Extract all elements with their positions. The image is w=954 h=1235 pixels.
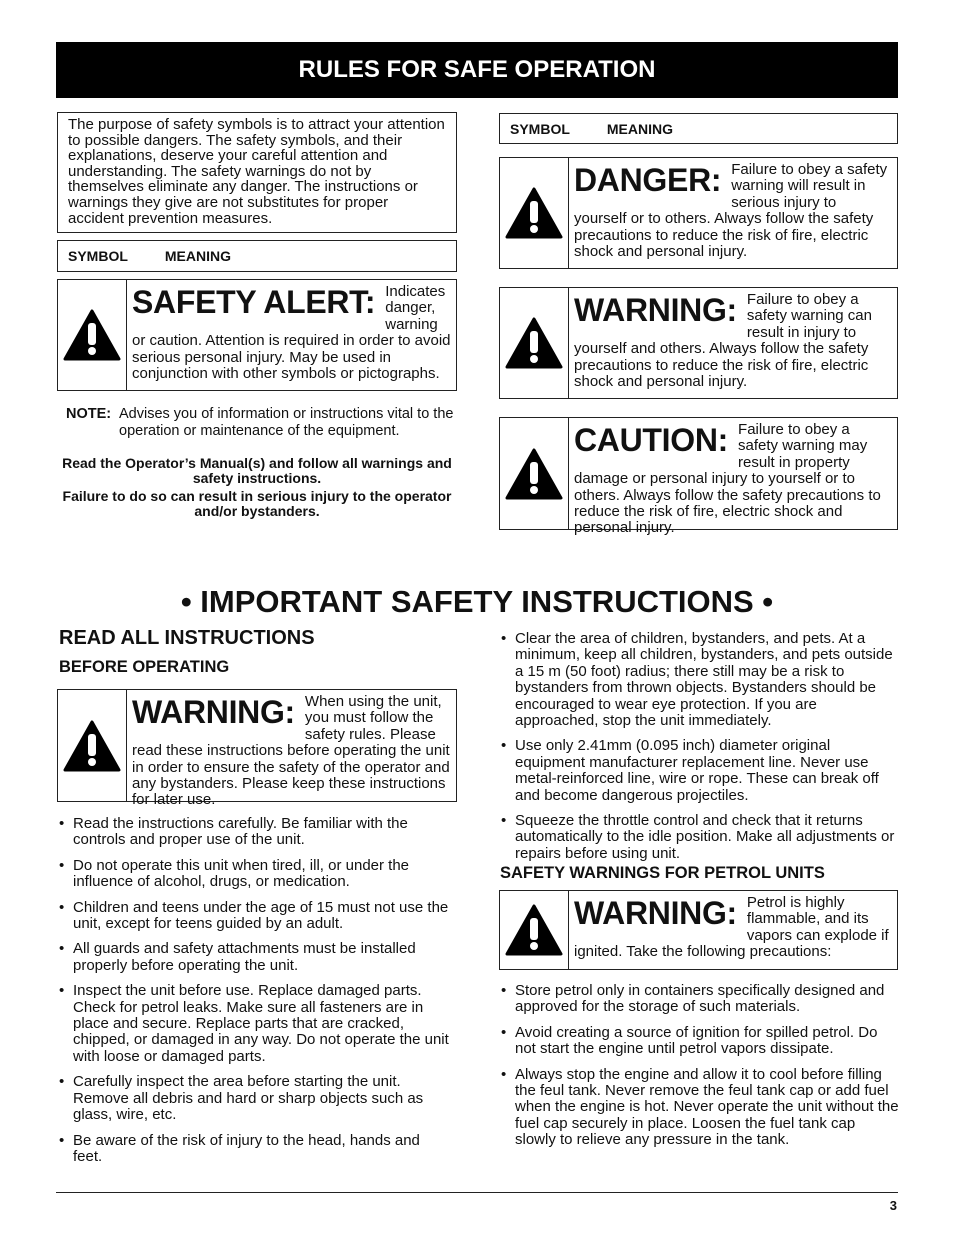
list-item: • Inspect the unit before use. Replace damaged parts. Check for petrol leaks. Make sure all fasteners are in place and secure. Replace parts that are cracked, chipped, or damaged in any way. Do not operate the unit with loose or damaged parts. [57,983,449,1065]
warning-def-row [499,287,898,399]
symbol-header-right [499,113,898,144]
list-item: • Use only 2.41mm (0.095 inch) diameter original equipment manufacturer replacement line. Never use metal-reinforced line, wire or rope. These can break off and become dangerous projectiles. [499,738,899,804]
symbol-label-right: SYMBOL [510,120,570,137]
list-item: • Clear the area of children, bystanders, and pets. At a minimum, keep all children, bystanders, and pets outside a 15 m (50 foot) radius; there still may be a risk to bystanders from thrown objects. Bystanders should be encouraged to wear eye protection. If you are approached, stop the unit immediately. [499,631,899,729]
list-item: • All guards and safety attachments must be installed properly before operating the unit. [57,941,449,974]
warning-use-row [57,689,457,809]
petrol-heading: SAFETY WARNINGS FOR PETROL UNITS [500,864,825,882]
page-number: 3 [889,1198,897,1213]
footer-rule [56,1192,898,1193]
symbol-header-left [57,240,457,272]
petrol-bullet-list [499,983,899,1158]
caution-title: CAUTION: [574,422,729,458]
note-label: NOTE: [66,406,112,422]
main-heading: • IMPORTANT SAFETY INSTRUCTIONS • [180,584,774,619]
danger-title: DANGER: [574,162,722,198]
read-manual-text: Read the Operator’s Manual(s) and follow all warnings and safety instructions. [62,455,452,486]
warning-icon-cell [500,288,569,398]
safety-alert-title: SAFETY ALERT: [132,284,376,320]
warning-use-title: WARNING: [132,694,295,730]
note-text: Advises you of information or instructions vital to the operation or maintenance of the equipment. [119,406,454,439]
warning-triangle-icon [63,309,121,361]
before-operating-heading: BEFORE OPERATING [59,658,230,676]
meaning-label: MEANING [164,248,232,264]
list-item: • Read the instructions carefully. Be familiar with the controls and proper use of the unit. [57,816,449,849]
warning-triangle-icon [505,904,563,956]
danger-row [499,157,898,269]
warning-use-text: When using the unit, you must follow the safety rules. Please read these instructions before operating the unit in order to ensure the safety of the operator and any bystanders. Please keep these instructions for later use. [132,693,450,809]
read-all-heading: READ ALL INSTRUCTIONS [59,627,315,649]
alert-icon-cell [58,280,127,390]
warning-triangle-icon [505,448,563,500]
warning-petrol-text: Petrol is highly flammable, and its vapors can explode if ignited. Take the following precautions: [574,894,889,961]
warning-triangle-icon [505,187,563,239]
intro-box: The purpose of safety symbols is to attract your attention to possible dangers. The safety symbols, and their explanations, deserve your careful attention and understanding. The safety warnings do not by themselves eliminate any danger. The instructions or warnings they give are not substitutes for proper accident prevention measures. [57,112,457,233]
warning-petrol-row [499,890,898,970]
section-banner: RULES FOR SAFE OPERATION [56,42,898,98]
caution-row [499,417,898,537]
danger-icon-cell [500,158,569,268]
right-bullet-list [499,631,899,871]
warning-petrol-icon-cell [500,891,569,969]
warning-triangle-icon [505,317,563,369]
list-item: • Children and teens under the age of 15 must not use the unit, except for teens guided by an adult. [57,900,449,933]
danger-text: Failure to obey a safety warning will result in serious injury to yourself or to others. Always follow the safety precautions to reduce the risk of fire, electric shock and personal injury. [574,161,888,261]
note-block [66,406,458,439]
list-item: • Always stop the engine and allow it to cool before filling the feul tank. Never remove the feul tank cap or add fuel when the engine is hot. Never operate the unit without the fuel cap securely in place. Loosen the fuel tank cap slowly to relieve any pressure in the tank. [499,1067,899,1149]
list-item: • Avoid creating a source of ignition for spilled petrol. Do not start the engine until petrol vapors dissipate. [499,1025,899,1058]
warning-use-icon-cell [58,690,127,801]
list-item: • Carefully inspect the area before starting the unit. Remove all debris and hard or sharp objects such as glass, wire, etc. [57,1074,449,1123]
caution-icon-cell [500,418,569,529]
list-item: • Do not operate this unit when tired, ill, or under the influence of alcohol, drugs, or medication. [57,858,449,891]
list-item: • Store petrol only in containers specifically designed and approved for the storage of such materials. [499,983,899,1016]
warning-def-text: Failure to obey a safety warning can result in injury to yourself and others. Always follow the safety precautions to reduce the risk of fire, electric shock and personal injury. [574,291,872,391]
list-item: • Squeeze the throttle control and check that it returns automatically to the idle position. Make all adjustments or repairs before using unit. [499,813,899,862]
list-item: • Be aware of the risk of injury to the head, hands and feet. [57,1133,449,1166]
warning-petrol-title: WARNING: [574,895,737,931]
symbol-label: SYMBOL [68,248,128,264]
safety-alert-text: Indicates danger, warning or caution. Attention is required in order to avoid serious personal injury. May be used in conjunction with other symbols or pictographs. [132,283,451,383]
warning-triangle-icon [63,720,121,772]
warning-def-title: WARNING: [574,292,737,328]
left-bullet-list [57,816,449,1174]
caution-text: Failure to obey a safety warning may result in property damage or personal injury to yourself or to others. Always follow the safety precautions to reduce the risk of fire, electric shock and personal injury. [574,421,881,537]
safety-alert-row [57,279,457,391]
failure-text: Failure to do so can result in serious injury to the operator and/or bystanders. [62,488,452,519]
meaning-label-right: MEANING [606,120,674,137]
